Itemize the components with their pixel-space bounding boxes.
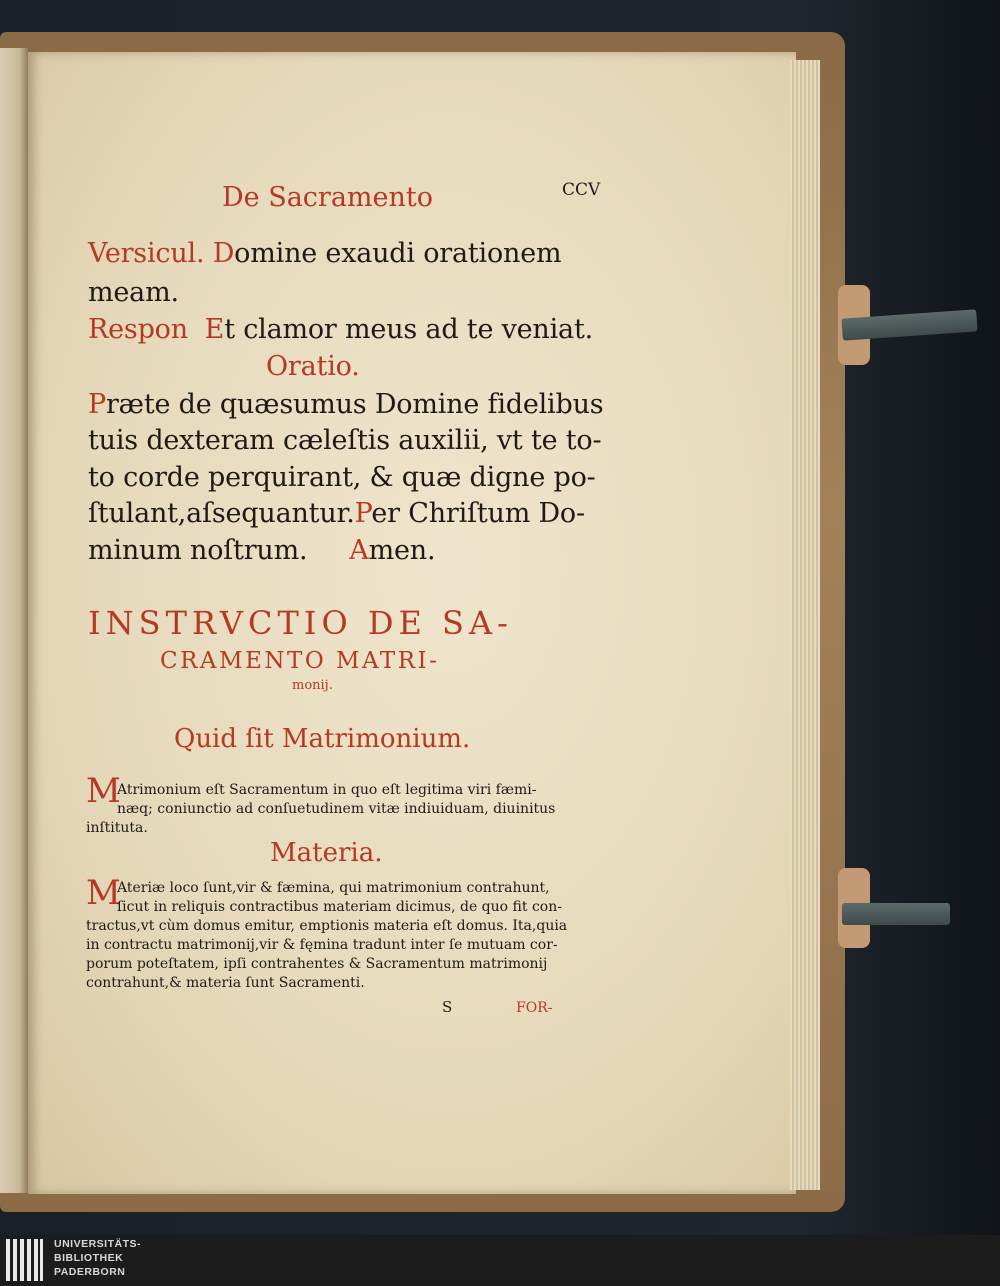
prayer-line-3: to corde perquirant, & quæ digne po- — [88, 462, 596, 493]
section-2-line-3: tractus,vt cùm domus emitur, emptionis materia eſt domus. Ita,quia — [86, 918, 568, 934]
section-1-drop-cap: M — [86, 771, 121, 811]
section-2-drop-cap: M — [86, 873, 121, 913]
section-1-line-1: Atrimonium eſt Sacramentum in quo eſt legitima viri fæmi- — [117, 782, 537, 798]
response-line — [88, 314, 593, 345]
versicle-label: Versicul. — [88, 238, 205, 269]
instruction-title-line-2: CRAMENTO MATRI- — [160, 648, 440, 674]
catchword: FOR- — [516, 1000, 553, 1016]
section-1-line-3: inſtituta. — [86, 820, 148, 836]
section-2-heading: Materia. — [270, 838, 383, 868]
versicle-initial: D — [212, 238, 235, 269]
page-fore-edge — [790, 60, 820, 1190]
prayer-line-4-initial: P — [354, 498, 372, 529]
section-1-heading: Quid ſit Matrimonium. — [174, 724, 471, 754]
library-name-line-2: BIBLIOTHEK — [54, 1252, 124, 1264]
section-2-line-1: Ateriæ loco ſunt,vir & fæmina, qui matrimonium contrahunt, — [117, 880, 550, 896]
instruction-title-line-1: INSTRVCTIO DE SA- — [88, 604, 513, 642]
versicle-line-2: meam. — [88, 277, 179, 308]
prayer-line-5-text: minum noſtrum. — [88, 535, 308, 566]
folio-number: CCV — [562, 180, 601, 200]
prayer-line-2: tuis dexteram cæleſtis auxilii, vt te to- — [88, 425, 602, 456]
prayer-line-4-b: er Chriſtum Do- — [371, 498, 585, 529]
oratio-heading: Oratio. — [266, 351, 360, 382]
section-2-line-2: ſicut in reliquis contractibus materiam dicimus, de quo fit con- — [117, 899, 562, 915]
library-footer — [0, 1235, 1000, 1286]
library-name-line-1: UNIVERSITÄTS- — [54, 1238, 142, 1250]
section-2-line-4: in contractu matrimonij,vir & fęmina tradunt inter ſe mutuam cor- — [86, 937, 558, 953]
response-label: Respon — [88, 314, 188, 345]
amen-initial: A — [349, 535, 369, 566]
signature-mark: S — [442, 998, 453, 1016]
running-title: De Sacramento — [222, 182, 434, 213]
prayer-line-4-a: ſtulant,aſsequantur. — [88, 498, 355, 529]
response-text: t clamor meus ad te veniat. — [224, 314, 593, 345]
versicle-text: omine exaudi orationem — [234, 238, 562, 269]
amen-text: men. — [368, 535, 436, 566]
section-1-line-2: næq; coniunctio ad conſuetudinem vitæ indiuiduam, diuinitus — [117, 801, 556, 817]
prayer-line-4 — [88, 498, 585, 529]
prayer-line-1-text: ræte de quæsumus Domine fidelibus — [105, 389, 604, 420]
section-2-line-6: contrahunt,& materia ſunt Sacramenti. — [86, 975, 365, 991]
section-2-line-5: porum poteſtatem, ipſi contrahentes & Sacramentum matrimonij — [86, 956, 548, 972]
library-name-line-3: PADERBORN — [54, 1266, 126, 1278]
response-initial: E — [204, 314, 225, 345]
prayer-line-1 — [88, 389, 603, 420]
clasp-lower-strap — [842, 903, 950, 925]
prayer-line-5 — [88, 535, 435, 566]
instruction-title-line-3: monij. — [292, 678, 333, 693]
prayer-initial: P — [88, 389, 106, 420]
facing-page-edge — [0, 48, 28, 1193]
versicle-line-1 — [88, 238, 561, 269]
library-logo-icon — [6, 1239, 44, 1281]
